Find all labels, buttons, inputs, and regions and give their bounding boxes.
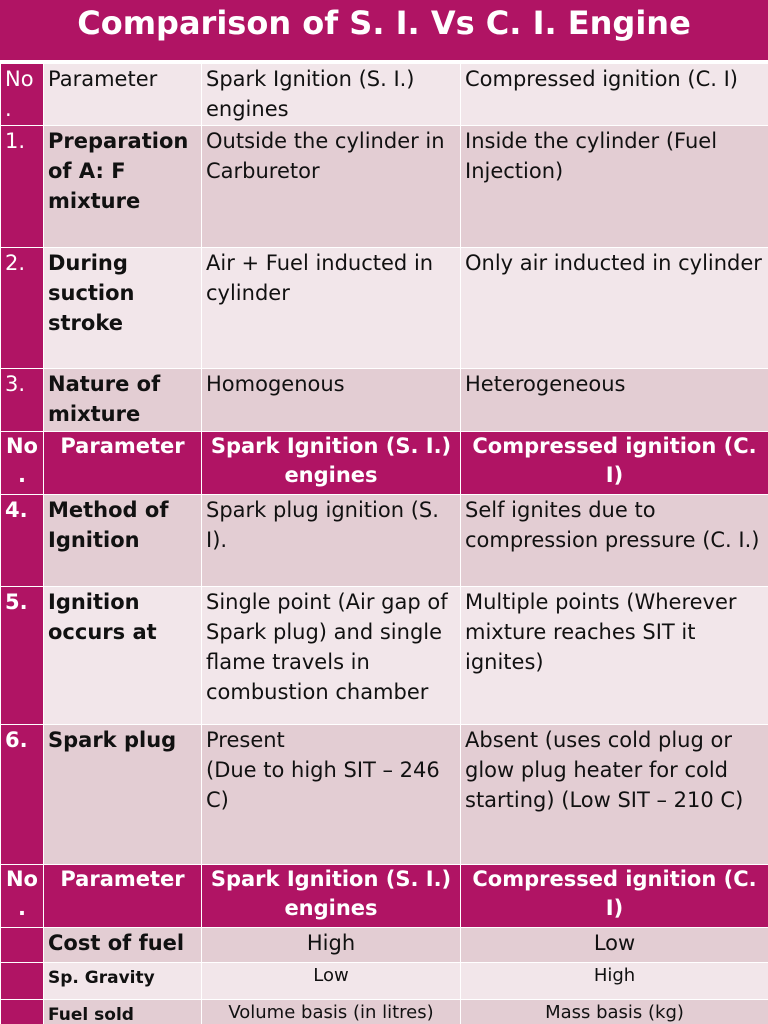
table-row <box>1 587 768 725</box>
header-parameter: Parameter <box>44 432 202 495</box>
row-no: 5. <box>1 587 44 725</box>
row-si: Outside the cylinder in Carburetor <box>202 126 461 248</box>
row-no: 3. <box>1 369 44 432</box>
table-row <box>1 928 768 963</box>
table-row <box>1 495 768 587</box>
row-parameter: Ignition occurs at <box>44 587 202 725</box>
row-no: 6. <box>1 725 44 865</box>
row-no <box>1 963 44 1000</box>
row-si: Air + Fuel inducted in cylinder <box>202 248 461 369</box>
row-parameter: Preparation of A: F mixture <box>44 126 202 248</box>
header-parameter: Parameter <box>44 865 202 928</box>
row-parameter: Nature of mixture <box>44 369 202 432</box>
table-row <box>1 1000 768 1024</box>
table-row <box>1 369 768 432</box>
row-parameter: During suction stroke <box>44 248 202 369</box>
table-row <box>1 248 768 369</box>
row-si: Spark plug ignition (S. I). <box>202 495 461 587</box>
row-ci: Absent (uses cold plug or glow plug heater for cold starting) (Low SIT – 210 C) <box>461 725 768 865</box>
table-row <box>1 126 768 248</box>
row-parameter: Spark plug <box>44 725 202 865</box>
row-parameter: Sp. Gravity <box>44 963 202 1000</box>
row-si: Homogenous <box>202 369 461 432</box>
row-ci: Only air inducted in cylinder <box>461 248 768 369</box>
row-no <box>1 928 44 963</box>
header-si: Spark Ignition (S. I.) engines <box>202 64 461 126</box>
header-ci: Compressed ignition (C. I) <box>461 64 768 126</box>
row-si: Present (Due to high SIT – 246 C) <box>202 725 461 865</box>
row-parameter: Method of Ignition <box>44 495 202 587</box>
row-no: 2. <box>1 248 44 369</box>
row-no: 1. <box>1 126 44 248</box>
table-row <box>1 725 768 865</box>
header-no: No. <box>1 432 44 495</box>
row-ci: Mass basis (kg) <box>461 1000 768 1024</box>
table-row <box>1 963 768 1000</box>
header-si: Spark Ignition (S. I.) engines <box>202 432 461 495</box>
row-no <box>1 1000 44 1024</box>
comparison-table <box>0 63 768 1024</box>
row-si: Volume basis (in litres) <box>202 1000 461 1024</box>
table-header-row <box>1 432 768 495</box>
row-ci: Multiple points (Wherever mixture reaches SIT it ignites) <box>461 587 768 725</box>
slide-title: Comparison of S. I. Vs C. I. Engine <box>0 0 768 62</box>
row-si: High <box>202 928 461 963</box>
row-parameter: Fuel sold <box>44 1000 202 1024</box>
row-si: Low <box>202 963 461 1000</box>
header-no: No. <box>1 64 44 126</box>
header-ci: Compressed ignition (C. I) <box>461 432 768 495</box>
row-si: Single point (Air gap of Spark plug) and single flame travels in combustion chamber <box>202 587 461 725</box>
table-header-row <box>1 64 768 126</box>
header-no: No. <box>1 865 44 928</box>
header-si: Spark Ignition (S. I.) engines <box>202 865 461 928</box>
row-parameter: Cost of fuel <box>44 928 202 963</box>
table-header-row <box>1 865 768 928</box>
header-ci: Compressed ignition (C. I) <box>461 865 768 928</box>
row-ci: Self ignites due to compression pressure (C. I.) <box>461 495 768 587</box>
row-ci: Low <box>461 928 768 963</box>
row-no: 4. <box>1 495 44 587</box>
row-ci: Heterogeneous <box>461 369 768 432</box>
header-parameter: Parameter <box>44 64 202 126</box>
row-ci: Inside the cylinder (Fuel Injection) <box>461 126 768 248</box>
row-ci: High <box>461 963 768 1000</box>
